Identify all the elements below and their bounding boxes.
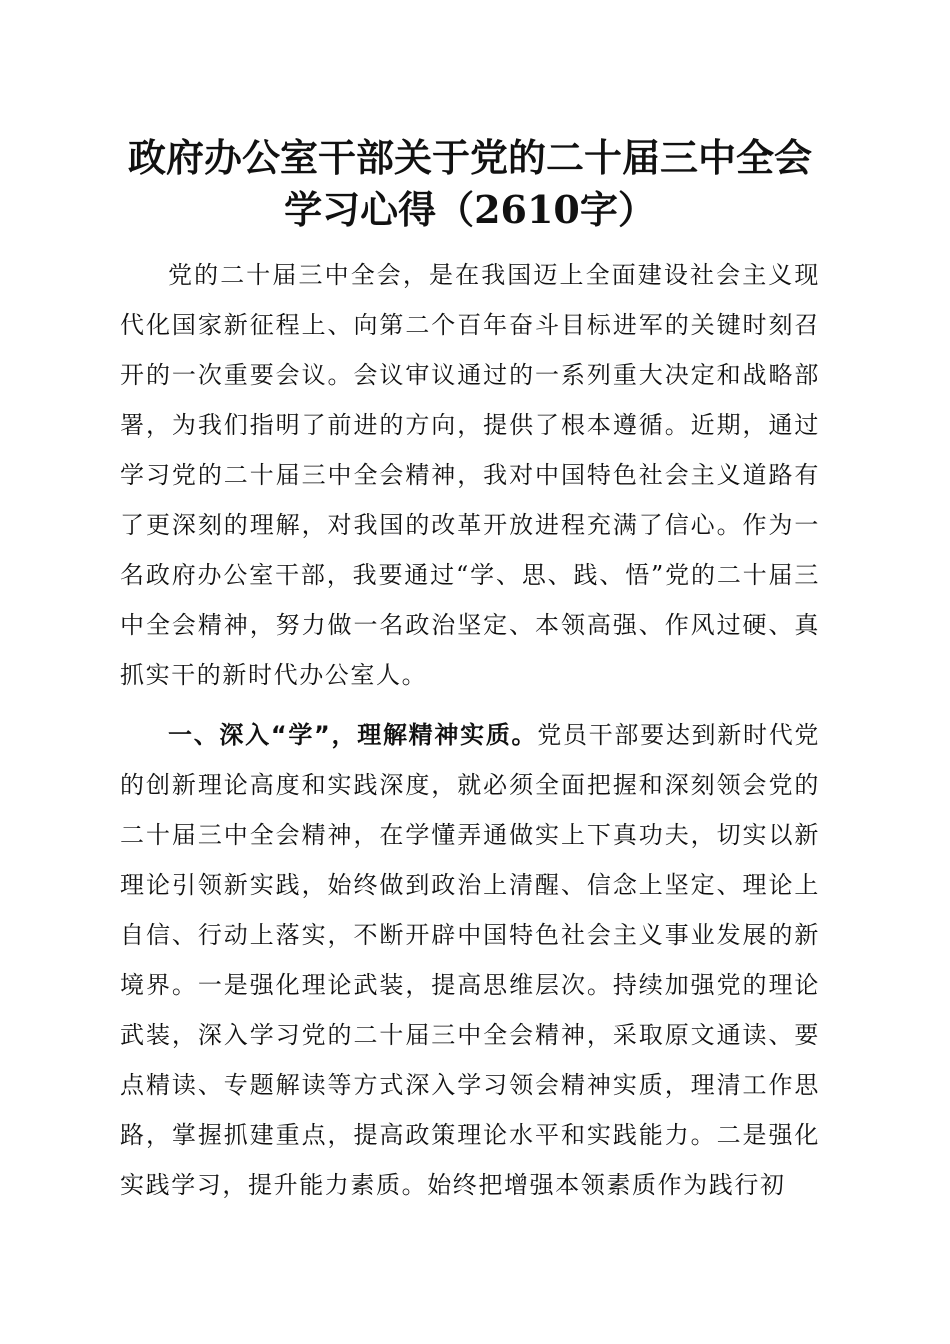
section-1-paragraph [120,710,820,1210]
document-title: 政府办公室干部关于党的二十届三中全会学习心得（2610字） [127,135,812,232]
intro-paragraph: 党的二十届三中全会，是在我国迈上全面建设社会主义现代化国家新征程上、向第二个百年奋斗目标进军的关键时刻召开的一次重要会议。会议审议通过的一系列重大决定和战略部署，为我们指明了前进的方向，提供了根本遵循。近期，通过学习党的二十届三中全会精神，我对中国特色社会主义道路有了更深刻的理解，对我国的改革开放进程充满了信心。作为一名政府办公室干部，我要通过“学、思、践、悟”党的二十届三中全会精神，努力做一名政治坚定、本领高强、作风过硬、真抓实干的新时代办公室人。 [120,261,820,689]
section-1-body: 党员干部要达到新时代党的创新理论高度和实践深度，就必须全面把握和深刻领会党的二十届三中全会精神，在学懂弄通做实上下真功夫，切实以新理论引领新实践，始终做到政治上清醒、信念上坚定、理论上自信、行动上落实，不断开辟中国特色社会主义事业发展的新境界。一是强化理论武装，提高思维层次。持续加强党的理论武装，深入学习党的二十届三中全会精神，采取原文通读、要点精读、专题解读等方式深入学习领会精神实质，理清工作思路，掌握抓建重点，提高政策理论水平和实践能力。二是强化实践学习，提升能力素质。始终把增强本领素质作为践行初 [120,721,821,1199]
section-1-heading: 一、深入“学”，理解精神实质。 [168,721,538,749]
document-page [120,132,820,1210]
